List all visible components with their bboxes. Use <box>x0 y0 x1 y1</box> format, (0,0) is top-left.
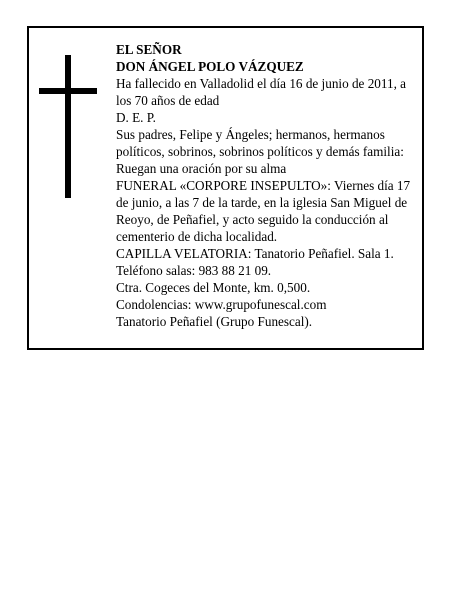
notice-text-block <box>116 41 422 330</box>
obituary-notice <box>27 26 424 350</box>
death-info: Ha fallecido en Valladolid el día 16 de junio de 2011, a los 70 años de edad <box>116 76 407 108</box>
funeral-home-info: Tanatorio Peñafiel (Grupo Funescal). <box>116 314 313 329</box>
latin-cross-icon <box>39 55 97 198</box>
cross-horizontal-bar <box>39 88 97 94</box>
cross-vertical-bar <box>65 55 71 198</box>
phone-info: Teléfono salas: 983 88 21 09. <box>116 263 272 278</box>
address-info: Ctra. Cogeces del Monte, km. 0,500. <box>116 280 311 295</box>
deceased-name: DON ÁNGEL POLO VÁZQUEZ <box>116 59 304 74</box>
condolences-info: Condolencias: www.grupofunescal.com <box>116 297 327 312</box>
dep-line: D. E. P. <box>116 110 156 125</box>
funeral-info: FUNERAL «CORPORE INSEPULTO»: Viernes día 17 de junio, a las 7 de la tarde, en la iglesia San Miguel de Reoyo, de Peñafiel, y acto seguido la conducción al cementerio de dicha localidad. <box>116 178 411 244</box>
chapel-info: CAPILLA VELATORIA: Tanatorio Peñafiel. Sala 1. <box>116 246 394 261</box>
prayer-request: Ruegan una oración por su alma <box>116 161 287 176</box>
family-line: Sus padres, Felipe y Ángeles; hermanos, hermanos políticos, sobrinos, sobrinos políticos y demás familia: <box>116 127 404 159</box>
heading-title: EL SEÑOR <box>116 42 182 57</box>
